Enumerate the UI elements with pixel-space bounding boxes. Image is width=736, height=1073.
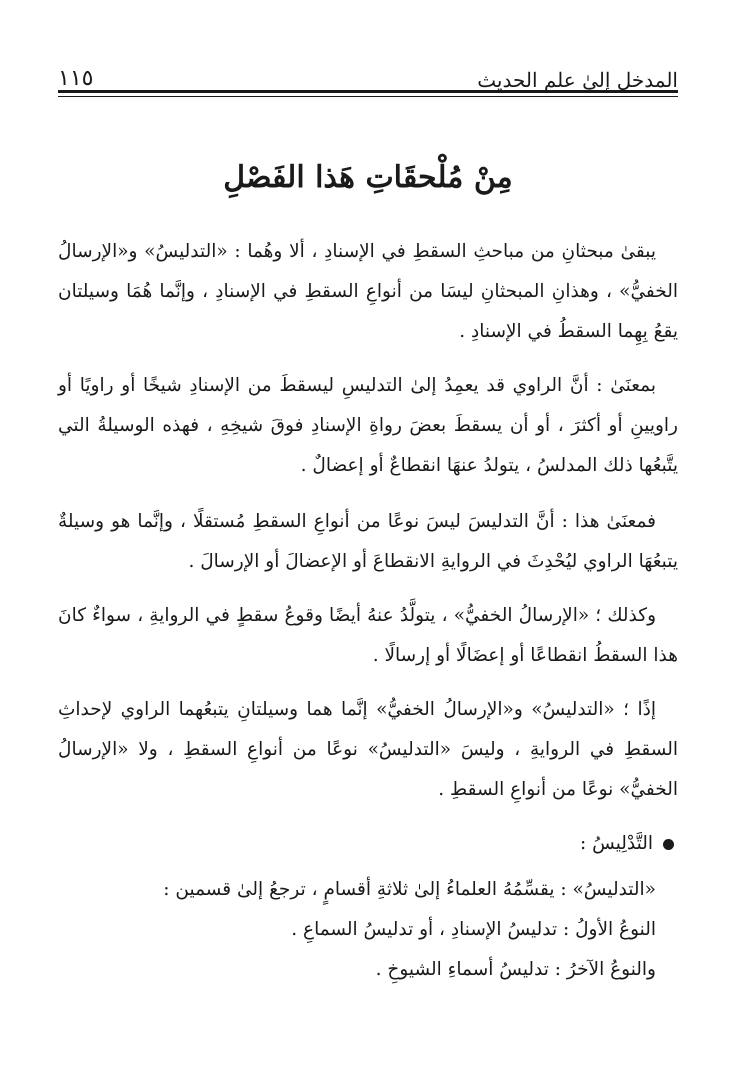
body-text	[58, 232, 678, 990]
subsection-line: «التدليسُ» : يقسِّمُهُ العلماءُ إلىٰ ثلاثةِ أقسامٍ ، ترجعُ إلىٰ قسمين :	[163, 879, 656, 900]
page-number: ١١٥	[58, 65, 94, 91]
paragraph: وكذلك ؛ «الإرسالُ الخفيُّ» ، يتولَّدُ عنهُ أيضًا وقوعُ سقطٍ في الروايةِ ، سواءٌ كانَ هذا السقطُ انقطاعًا أو إعضَالًا أو إرسالًا .	[58, 605, 678, 666]
bullet-icon	[663, 839, 674, 850]
header-divider	[58, 90, 678, 97]
paragraph: بمعنَىٰ : أنَّ الراوي قد يعمِدُ إلىٰ التدليسِ ليسقطَ من الإسنادِ شيخًا أو راويًا أو راويينِ أو أكثرَ ، أو أن يسقطَ بعضَ رواةِ الإسنادِ فوقَ شيخِهِ ، فهذه الوسيلةُ التي يتَّبعُها ذلك المدلسُ ، يتولدُ عنهَا انقطاعٌ أو إعضالٌ .	[58, 375, 678, 476]
paragraph: إذًا ؛ «التدليسُ» و«الإرسالُ الخفيُّ» إنَّما هما وسيلتانِ يتبعُهما الراوي لإحداثِ السقطِ في الروايةِ ، وليسَ «التدليسُ» نوعًا من أنواعِ السقطِ ، ولا «الإرسالُ الخفيُّ» نوعًا من أنواعِ السقطِ .	[58, 699, 678, 800]
section-title: مِنْ مُلْحقَاتِ هَذا الفَصْلِ	[223, 160, 513, 195]
subsection-heading-label: التَّدْلِيسُ :	[580, 833, 653, 854]
subsection-heading	[58, 824, 678, 864]
paragraph: يبقىٰ مبحثانِ من مباحثِ السقطِ في الإسنادِ ، ألا وهُما : «التدليسُ» و«الإرسالُ الخفيُّ» ، وهذانِ المبحثانِ ليسَا من أنواعِ السقطِ في الإسنادِ ، وإنَّما هُمَا وسيلتان يقعُ بِهِما السقطُ في الإسنادِ .	[58, 241, 678, 342]
paragraph: فمعنَىٰ هذا : أنَّ التدليسَ ليسَ نوعًا من أنواعِ السقطِ مُستقلًا ، وإنَّما هو وسيلةٌ يتبعُهَا الراوي ليُحْدِثَ في الروايةِ الانقطاعَ أو الإعضالَ أو الإرسالَ .	[58, 511, 678, 572]
running-header	[58, 52, 678, 92]
subsection-line: والنوعُ الآخرُ : تدليسُ أسماءِ الشيوخِ .	[375, 959, 656, 980]
subsection-line: النوعُ الأولُ : تدليسُ الإسنادِ ، أو تدليسُ السماعِ .	[291, 919, 656, 940]
running-header-title: المدخل إلىٰ علم الحديث	[477, 68, 678, 92]
